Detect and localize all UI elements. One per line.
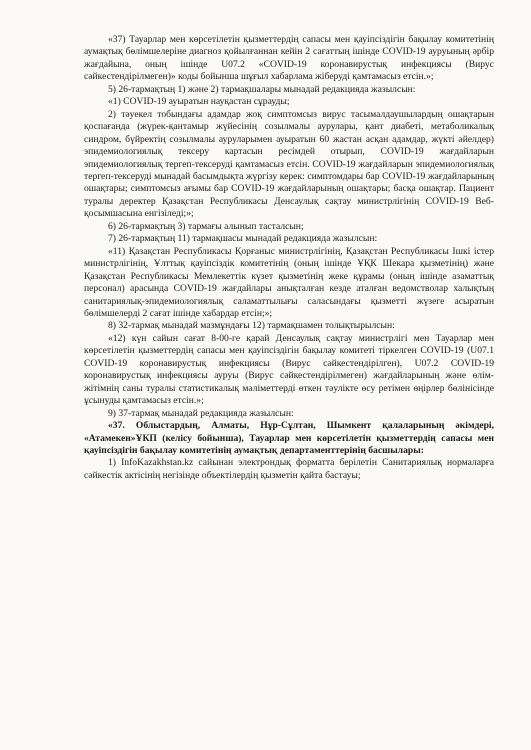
paragraph-subitem-1-resume: 1) InfoKazakhstan.kz сайынан электрондық форматта берілетін Санитариялық нормаларға сәйкестік актісінің негізінде объектілердің қызметін қайта бастауы;: [84, 457, 494, 481]
paragraph-point-9: 9) 37-тармақ мынадай редакцияда жазылсын:: [108, 407, 294, 419]
paragraph-subitem-1: «1) COVID-19 ауыратын науқастан сұрауды;: [108, 96, 290, 108]
paragraph-item-37-text: «37) Тауарлар мен көрсетілетін қызметтердің сапасы мен қауіпсіздігін бақылау комитетінің аумақтық бөлімшелеріне диагноз қойылғаннан кейін 2 сағаттың ішінде COVID-19 ауруының әрбір жағдайына, оның ішінде U07.2 «COVID-19 коронавирустық инфекциясы (Вирус сәйкестендірілмеген)» коды бойынша шұғыл хабарлама жіберуді қамтамасыз етсін.»;: [84, 34, 494, 83]
paragraph-subitem-11: «11) Қазақстан Республикасы Қорғаныс министрлігінің, Қазақстан Республикасы Ішкі істер министрлігінің, Ұлттық қауіпсіздік комитетінің (оның ішінде ҰҚК Шекара қызметінің) және Қазақстан Республикасы Мемлекеттік күзет қызметінің жеке құрамы (оның ішінде азаматтық персонал) арасында COVID-19 жағдайлары анықталған кезде аталған ведомстволар халықтың санитариялық-эпидемиологиялық саламаттылығы саласындағы қызметті жүзеге асыратын бөлімшелерді 2 сағат ішінде хабардар етсін;»;: [84, 245, 494, 319]
paragraph-item-37-heading: «37. Облыстардың, Алматы, Нұр-Сұлтан, Шымкент қалаларының әкімдері, «Атамекен»ҰКП (келісу бойынша), Тауарлар мен көрсетілетін қызметтердің сапасы мен қауіпсіздігін бақылау комитетінің аумақтық департаменттерінің басшылары:: [84, 420, 494, 456]
paragraph-subitem-2: 2) тәуекел тобындағы адамдар жоқ симптомсыз вирус тасымалдаушылардың ошақтарын қоспағанда (жүрек-қантамыр жүйесінің созылмалы аурулары, қант диабеті, метаболикалық синдром, бүйректің созылмалы ауруларымен ауыратын 60 жастан асқан адамдар, жүкті әйелдер) эпидемиологиялық тексеру картасын ресімдей отырып, COVID-19 жағдайларын эпидемиологиялық тергеп-тексеруді қамтамасыз етсін. COVID-19 жағдайларын эпидемиологиялық тергеп-тексеруді мынадай басымдықта жүргізу керек: симптомдары бар COVID-19 жағдайларының ошақтары; симптомсыз ағымы бар COVID-19 жағдайларының ошақтары; басқа ошақтар. Пациент туралы деректер Қазақстан Республикасы Денсаулық сақтау министрлігінің COVID-19 Веб-қосымшасына енгізіледі;»;: [84, 108, 494, 220]
paragraph-subitem-12: «12) күн сайын сағат 8-00-ге қарай Денсаулық сақтау министрлігі мен Тауарлар мен көрсетілетін қызметтердің сапасы мен қауіпсіздігін бақылау комитеті тіркелген COVID-19 (U07.1 COVID-19 коронавирустық инфекциясы (Вирус сәйкестендірілген), U07.2 COVID-19 коронавирустық инфекциясы ауруы (Вирус сәйкестендірілмеген) жағдайларының және өлім-жітімнің саны туралы статистикалық мәліметтерді өткен тәулікте өсу ретімен өңірлер бөлінісінде ұсынуды қамтамасыз етсін.»;: [84, 332, 494, 407]
paragraph-point-5: 5) 26-тармақтың 1) және 2) тармақшалары мынадай редакцияда жазылсын:: [108, 83, 416, 95]
paragraph-point-7: 7) 26-тармақтың 11) тармақшасы мынадай редакцияда жазылсын:: [108, 233, 378, 245]
document-body: [84, 34, 494, 482]
paragraph-point-8: 8) 32-тармақ мынадай мазмұндағы 12) тармақшамен толықтырылсын:: [108, 320, 395, 332]
paragraph-point-6: 6) 26-тармақтың 3) тармағы алынып тасталсын;: [108, 220, 304, 232]
